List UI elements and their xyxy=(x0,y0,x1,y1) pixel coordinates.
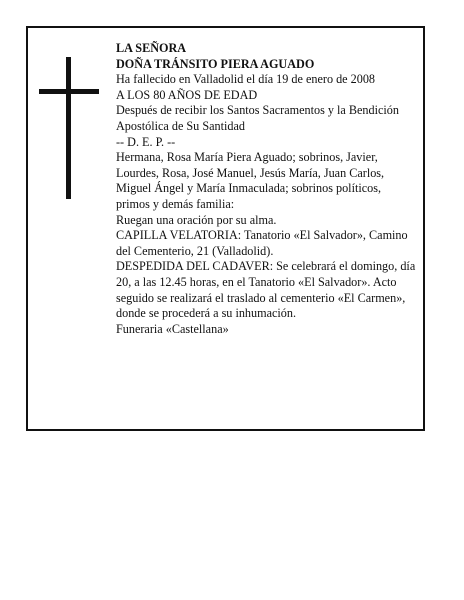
obituary-text xyxy=(116,41,416,337)
farewell-text: Se celebrará el domingo, día 20, a las 12.45 horas, en el Tanatorio «El Salvador». Acto seguido se realizará el traslado al cementerio «El Carmen», donde se procederá a su inhumación. xyxy=(116,259,416,321)
cross-vertical-bar xyxy=(66,57,71,199)
cross-horizontal-bar xyxy=(39,89,99,94)
obituary-title: LA SEÑORA xyxy=(116,41,187,55)
age-notice: A LOS 80 AÑOS DE EDAD xyxy=(116,87,258,102)
deceased-name: DOÑA TRÁNSITO PIERA AGUADO xyxy=(116,56,315,71)
chapel-info: CAPILLA VELATORIA: Tanatorio «El Salvador», Camino del Cementerio, 21 (Valladolid). xyxy=(116,228,408,258)
obituary-frame xyxy=(26,26,425,431)
prayer-request: Ruegan una oración por su alma. xyxy=(116,212,277,227)
latin-cross-icon xyxy=(39,57,99,199)
funeral-home: Funeraria «Castellana» xyxy=(116,321,229,336)
farewell-info xyxy=(116,259,416,321)
death-notice: Ha fallecido en Valladolid el día 19 de enero de 2008 xyxy=(116,72,376,87)
family-list: Hermana, Rosa María Piera Aguado; sobrinos, Javier, Lourdes, Rosa, José Manuel, Jesús María, Juan Carlos, Miguel Ángel y María Inmaculada; sobrinos políticos, primos y demás familia: xyxy=(116,150,385,211)
sacraments-notice: Después de recibir los Santos Sacramentos y la Bendición Apostólica de Su Santidad xyxy=(116,103,399,133)
dep-notice: -- D. E. P. -- xyxy=(116,134,176,149)
farewell-label: DESPEDIDA DEL CADAVER: xyxy=(116,259,274,274)
